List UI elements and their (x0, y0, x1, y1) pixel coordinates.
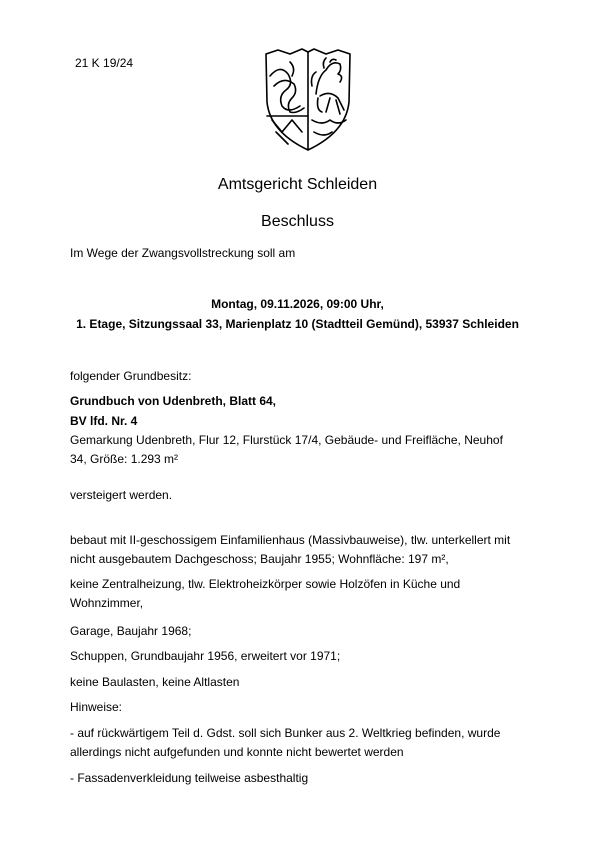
notes-heading: Hinweise: (70, 700, 123, 714)
property-bv-number: BV lfd. Nr. 4 (70, 414, 138, 428)
property-description-line2: 34, Größe: 1.293 m² (70, 452, 179, 466)
case-number: 21 K 19/24 (75, 56, 134, 70)
appointment-location: 1. Etage, Sitzungssaal 33, Marienplatz 10 (Stadtteil Gemünd), 53937 Schleiden (76, 317, 519, 331)
court-name: Amtsgericht Schleiden (217, 176, 378, 193)
auction-phrase: versteigert werden. (70, 488, 173, 502)
heating-line1: keine Zentralheizung, tlw. Elektroheizkörper sowie Holzöfen in Küche und (70, 577, 461, 591)
nrw-coat-of-arms-icon (260, 46, 356, 154)
note-bunker-line1: - auf rückwärtigem Teil d. Gdst. soll sich Bunker aus 2. Weltkrieg befinden, wurde (70, 726, 501, 740)
building-line1: bebaut mit II-geschossigem Einfamilienhaus (Massivbauweise), tlw. unterkellert mit (70, 533, 511, 547)
property-intro: folgender Grundbesitz: (70, 369, 192, 383)
garage-line: Garage, Baujahr 1968; (70, 624, 192, 638)
heating-line2: Wohnzimmer, (70, 596, 144, 610)
building-line2: nicht ausgebautem Dachgeschoss; Baujahr 1955; Wohnfläche: 197 m², (70, 552, 449, 566)
property-description-line1: Gemarkung Udenbreth, Flur 12, Flurstück 17/4, Gebäude- und Freifläche, Neuhof (70, 433, 503, 447)
encumbrances-line: keine Baulasten, keine Altlasten (70, 675, 240, 689)
note-bunker-line2: allerdings nicht aufgefunden und konnte nicht bewertet werden (70, 745, 404, 759)
property-register: Grundbuch von Udenbreth, Blatt 64, (70, 394, 277, 408)
note-asbestos: - Fassadenverkleidung teilweise asbesthaltig (70, 771, 309, 785)
intro-text: Im Wege der Zwangsvollstreckung soll am (70, 246, 296, 260)
document-title: Beschluss (261, 213, 334, 230)
shed-line: Schuppen, Grundbaujahr 1956, erweitert vor 1971; (70, 649, 341, 663)
appointment-date-time: Montag, 09.11.2026, 09:00 Uhr, (211, 297, 384, 311)
